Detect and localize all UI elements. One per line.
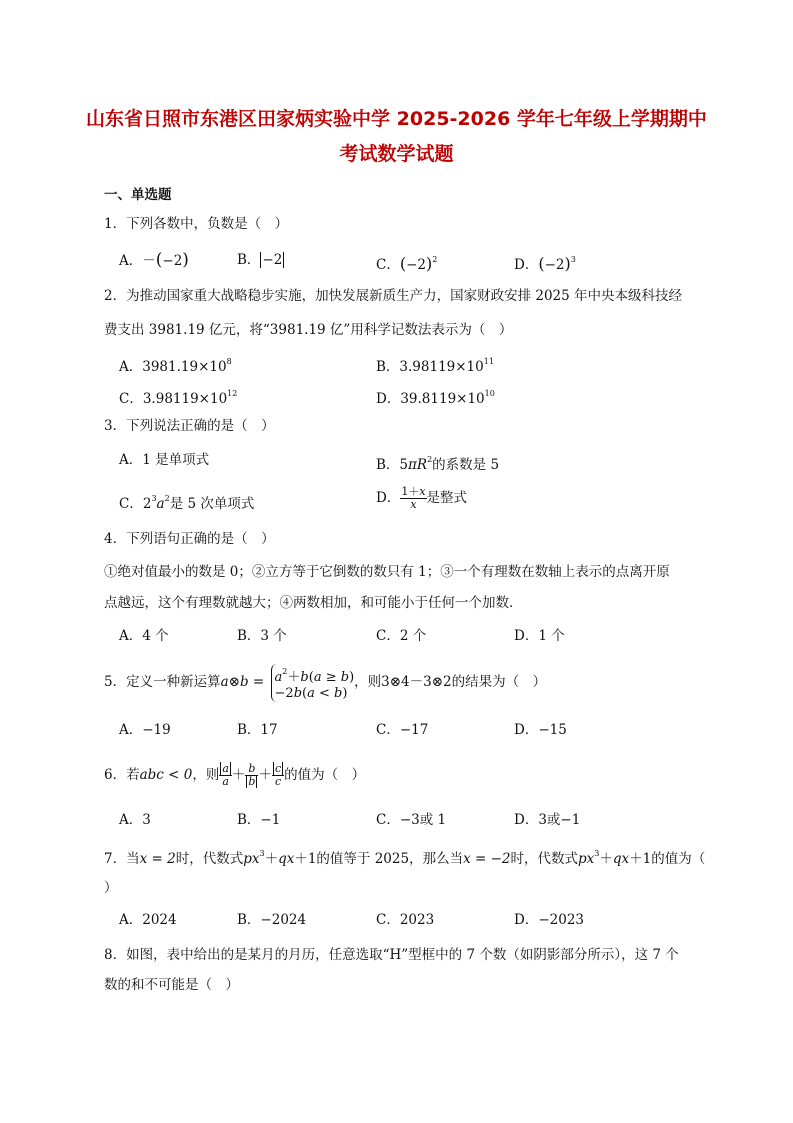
question-3-option-b: B．$5\pi R^2$的系数是 5 bbox=[376, 455, 500, 473]
question-1-option-b: B． −2 bbox=[237, 252, 283, 268]
question-2-option-d: D．$39.8119\times 10^{10}$ bbox=[376, 389, 495, 407]
question-8-stem-line-1: 8．如图，表中给出的是某月的月历，任意选取“H”型框中的 7 个数（如阴影部分所示），这 7 个 bbox=[104, 947, 679, 963]
question-4-stem: 4．下列语句正确的是（ ） bbox=[104, 531, 275, 547]
question-3-option-a: A．1 是单项式 bbox=[119, 452, 210, 468]
question-3-option-d: D． $\frac{1+x}{x}$ 是整式 bbox=[376, 485, 468, 511]
question-7-stem-line-2: ） bbox=[104, 880, 118, 896]
question-3-option-c: C．$2^3a^2$是 5 次单项式 bbox=[119, 494, 255, 512]
question-1-stem: 1．下列各数中，负数是（ ） bbox=[104, 216, 289, 232]
question-6-option-c: C．−3或 1 bbox=[376, 812, 447, 828]
question-1-option-a: A．－(−2) bbox=[119, 250, 189, 270]
question-6-option-a: A．3 bbox=[119, 812, 151, 828]
question-7-option-d: D．−2023 bbox=[514, 912, 584, 928]
question-2-stem-line-2: 费支出 3981.19 亿元，将“3981.19 亿”用科学记数法表示为（ ） bbox=[104, 322, 513, 338]
question-7-option-a: A．2024 bbox=[119, 912, 177, 928]
question-5-option-a: A．−19 bbox=[119, 722, 171, 738]
section-heading: 一、单选题 bbox=[104, 187, 172, 203]
question-4-option-d: D．1 个 bbox=[514, 628, 565, 644]
question-4-statements-line-1: ①绝对值最小的数是 0；②立方等于它倒数的数只有 1；③一个有理数在数轴上表示的点离开原 bbox=[104, 564, 670, 580]
question-6-stem: 6．若abc < 0，则 $\frac{a}{a}$ ＋ $\frac{b}{b}$ ＋ $\frac{c}{c}$ 的值为（ ） bbox=[104, 762, 366, 788]
question-2-option-c: C．$3.98119\times 10^{12}$ bbox=[119, 389, 238, 407]
question-1-option-c: C．$(-2)^2$ bbox=[376, 254, 438, 273]
question-4-option-c: C．2 个 bbox=[376, 628, 427, 644]
question-7-stem-line-1: 7．当x = 2时，代数式$px^3+qx+1$的值等于 2025，那么当x = −2时，代数式$px^3+qx+1$的值为（ bbox=[104, 849, 706, 867]
question-5-option-d: D．−15 bbox=[514, 722, 567, 738]
document-title-line-2: 考试数学试题 bbox=[339, 143, 454, 165]
question-1-option-d: D．$(-2)^3$ bbox=[514, 254, 576, 273]
question-5-option-b: B．17 bbox=[237, 722, 278, 738]
question-8-stem-line-2: 数的和不可能是（ ） bbox=[104, 977, 239, 993]
question-4-option-b: B．3 个 bbox=[237, 628, 287, 644]
question-2-stem-line-1: 2．为推动国家重大战略稳步实施，加快发展新质生产力，国家财政安排 2025 年中央本级科技经 bbox=[104, 288, 683, 304]
question-2-option-b: B．$3.98119\times 10^{11}$ bbox=[376, 357, 494, 375]
question-2-option-a: A．$3981.19\times 10^8$ bbox=[119, 357, 232, 375]
question-4-statements-line-2: 点越远，这个有理数就越大；④两数相加，和可能小于任何一个加数． bbox=[104, 595, 523, 611]
question-7-option-b: B．−2024 bbox=[237, 912, 307, 928]
question-6-option-d: D．3或−1 bbox=[514, 812, 581, 828]
question-5-stem: 5．定义一种新运算a⊗b = $a^2+b(a \ge b)$ −2b(a < b) ，则3⊗4－3⊗2的结果为（ ） bbox=[104, 662, 546, 702]
document-title-line-1: 山东省日照市东港区田家炳实验中学 2025-2026 学年七年级上学期期中 bbox=[86, 108, 707, 130]
question-6-option-b: B．−1 bbox=[237, 812, 281, 828]
question-5-option-c: C．−17 bbox=[376, 722, 429, 738]
question-7-option-c: C．2023 bbox=[376, 912, 435, 928]
question-4-option-a: A．4 个 bbox=[119, 628, 169, 644]
question-3-stem: 3．下列说法正确的是（ ） bbox=[104, 418, 275, 434]
